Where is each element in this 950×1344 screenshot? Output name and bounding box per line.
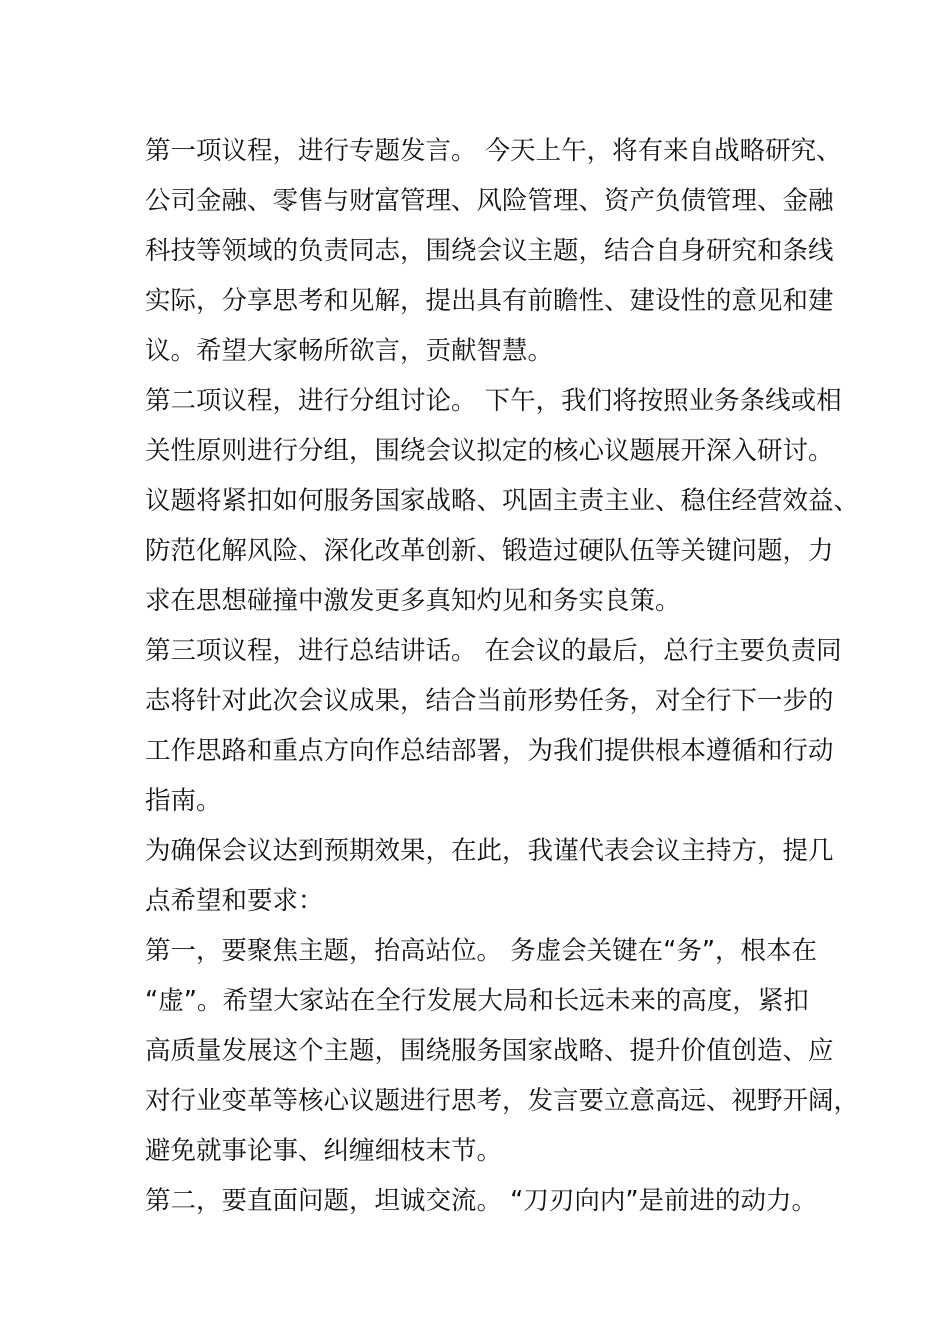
text-line: 防范化解风险、深化改革创新、锻造过硬队伍等关键问题，力	[145, 536, 834, 566]
text-line: 科技等领域的负责同志，围绕会议主题，结合自身研究和条线	[145, 236, 834, 266]
text-line: 实际，分享思考和见解，提出具有前瞻性、建设性的意见和建	[145, 286, 834, 316]
document-body	[145, 126, 860, 1226]
text-line: “虚”。希望大家站在全行发展大局和长远未来的高度，紧扣	[145, 986, 809, 1016]
text-line: 议题将紧扣如何服务国家战略、巩固主责主业、稳住经营效益、	[145, 486, 860, 516]
text-line: 第一项议程，进行专题发言。 今天上午，将有来自战略研究、	[145, 136, 842, 166]
text-line: 第一，要聚焦主题，抬高站位。 务虚会关键在“务”，根本在	[145, 936, 818, 966]
text-line: 为确保会议达到预期效果，在此，我谨代表会议主持方，提几	[145, 836, 834, 866]
text-line: 高质量发展这个主题，围绕服务国家战略、提升价值创造、应	[145, 1036, 834, 1066]
text-line: 点希望和要求：	[145, 886, 324, 916]
text-line: 志将针对此次会议成果，结合当前形势任务，对全行下一步的	[145, 686, 834, 716]
text-line: 求在思想碰撞中激发更多真知灼见和务实良策。	[145, 586, 681, 616]
text-line: 第三项议程，进行总结讲话。 在会议的最后，总行主要负责同	[145, 636, 842, 666]
text-line: 第二项议程，进行分组讨论。 下午，我们将按照业务条线或相	[145, 386, 842, 416]
text-line: 避免就事论事、纠缠细枝末节。	[145, 1136, 503, 1166]
text-line: 对行业变革等核心议题进行思考，发言要立意高远、视野开阔，	[145, 1086, 860, 1116]
text-line: 工作思路和重点方向作总结部署，为我们提供根本遵循和行动	[145, 736, 834, 766]
text-line: 指南。	[145, 786, 222, 816]
text-line: 第二，要直面问题，坦诚交流。 “刀刃向内”是前进的动力。	[145, 1186, 818, 1216]
text-line: 关性原则进行分组，围绕会议拟定的核心议题展开深入研讨。	[145, 436, 834, 466]
text-line: 议。希望大家畅所欲言，贡献智慧。	[145, 336, 554, 366]
text-line: 公司金融、零售与财富管理、风险管理、资产负债管理、金融	[145, 186, 834, 216]
